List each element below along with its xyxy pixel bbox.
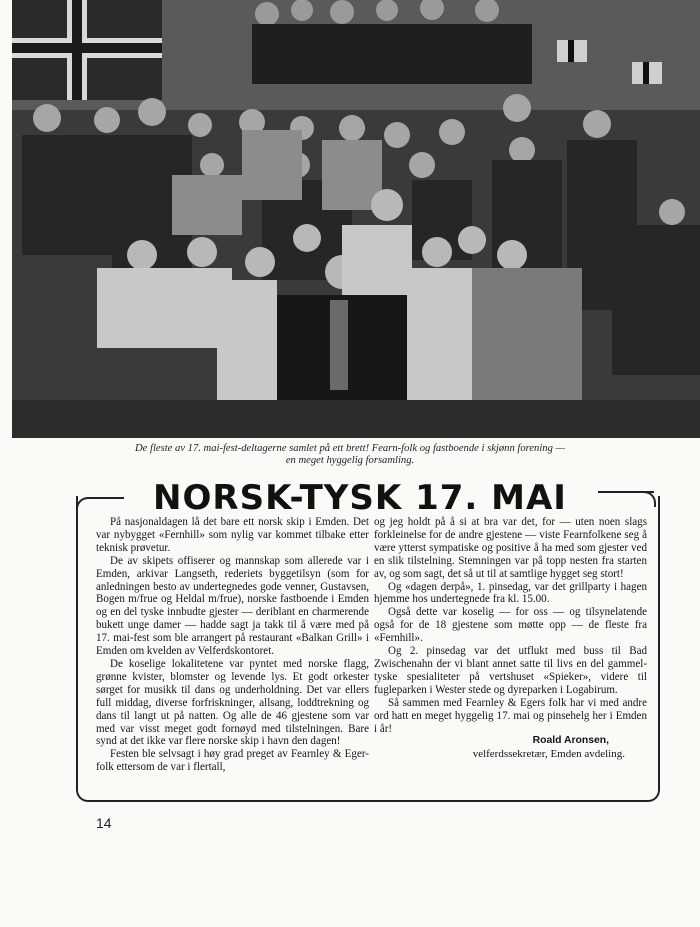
paragraph: Festen ble selvsagt i høy grad preget av Fearnley & Eger-folk ettersom de var i flertall, (96, 748, 369, 774)
paragraph: Og 2. pinsedag var det utflukt med buss til Bad Zwischenahn der vi blant annet satte til livs en del gammel-tyske spesialiteter på vertshuset «Spieker», videre til fugleparken i Wester stede og dyreparken i Logabirum. (374, 645, 647, 696)
paragraph: Også dette var koselig — for oss — og tilsynelatende også for de 18 gjestene som møtte opp — de fleste fra «Fernhill». (374, 606, 647, 645)
photo-caption (60, 443, 640, 467)
signature-title: velferdssekretær, Emden avdeling. (472, 748, 625, 761)
page-number: 14 (96, 815, 112, 831)
paragraph: og jeg holdt på å si at bra var det, for — uten noen slags forkleinelse for de andre gjestene — viste Fearnfolkene seg å være ytterst sympatiske og positive å ha med som gjester ved en slik tilstelning. Stemningen var på topp nesten fra starten av, og som sagt, det så ut til at samtlige hygget seg stort! (374, 516, 647, 580)
signature-name: Roald Aronsen, (532, 735, 609, 747)
caption-line-2: en meget hyggelig forsamling. (285, 455, 415, 466)
article-column-right (374, 516, 647, 761)
paragraph: På nasjonaldagen lå det bare ett norsk skip i Emden. Det var nybygget «Fernhill» som nylig var kommet tilbake etter teknisk prøvetur. (96, 516, 369, 554)
paragraph: Og «dagen derpå», 1. pinsedag, var det grillparty i hagen hjemme hos undertegnede fra kl. 15.00. (374, 580, 647, 606)
paragraph: De koselige lokalitetene var pyntet med norske flagg, grønne kvister, blomster og levende lys. Et godt orkester sørget for musikk til dans og underholdning. Det var ellers full middag, diverse forfriskninger, allsang, loddtrekning og dans til langt ut på natten. Og alle de 46 gjestene som var med var visst meget godt fornøyd med tilstelningen. Bare synd at det ikke var flere norske skip i havn den dagen! (96, 657, 369, 748)
paragraph: Så sammen med Fearnley & Egers folk har vi med andre ord hatt en meget hyggelig 17. mai og pinsehelg her i Emden i år! (374, 696, 647, 735)
article-column-left (96, 516, 369, 774)
article-headline: NORSK-TYSK 17. MAI (153, 478, 567, 518)
group-photo (12, 0, 700, 438)
caption-line-1: De fleste av 17. mai-fest-deltagerne samlet på ett brett! Fearn-folk og fastboende i skjønn forening — (135, 443, 565, 454)
group-photo-icon (12, 0, 700, 438)
paragraph: De av skipets offiserer og mannskap som allerede var i Emden, arkivar Langseth, rederiets byggetilsyn (som for anledningen besto av undertegnedes gode venner, Gustavsen, Bogen m/frue og Heldal m/frue), norske fastboende i Emden og en del tyske innbudte gjester — deriblant en charmerende bukett unge damer — hadde sagt ja takk til å være med på 17. mai-fest som ble arrangert på restaurant «Balkan Grill» i Emden om kvelden av Velferdskontoret. (96, 554, 369, 658)
